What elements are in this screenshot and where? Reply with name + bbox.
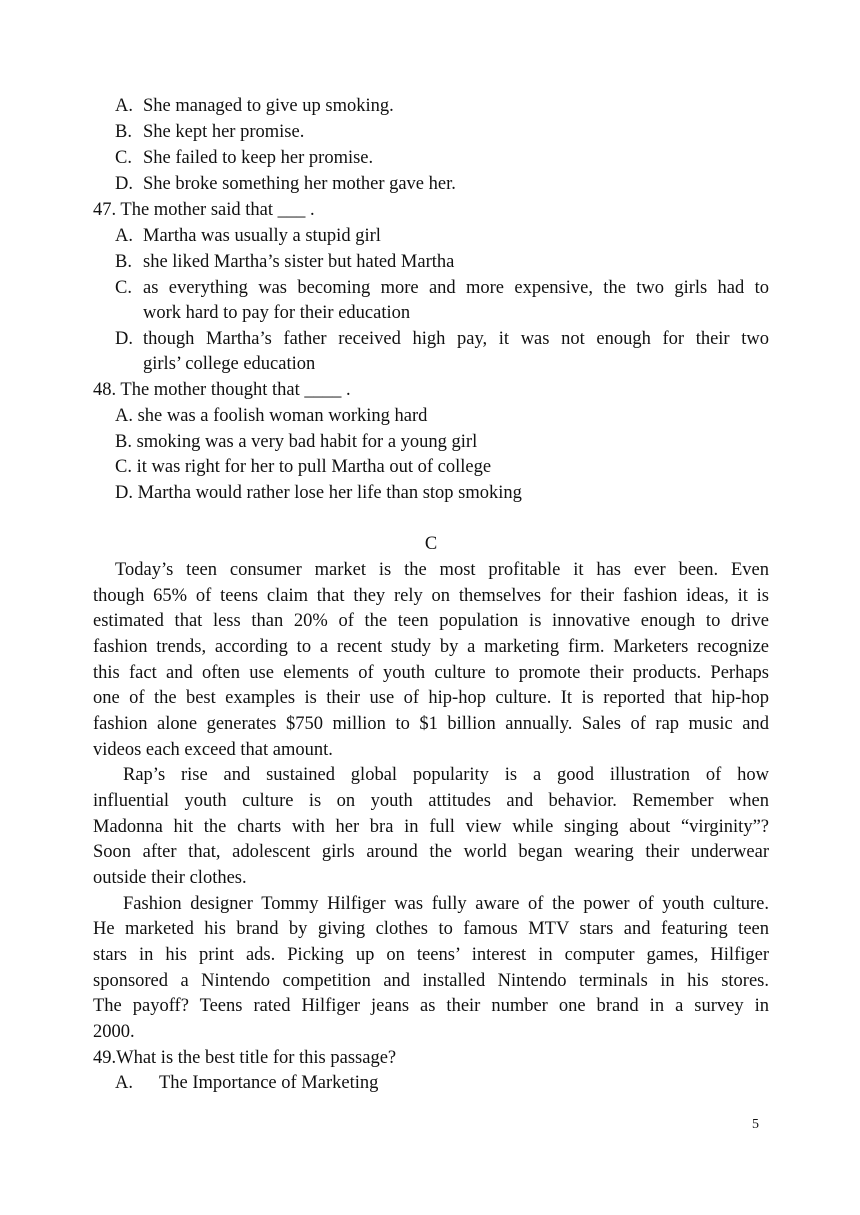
option-text: Martha was usually a stupid girl: [143, 226, 381, 246]
passage-p3-line: 2000.: [93, 1022, 135, 1042]
q47-option-d-line2: girls’ college education: [143, 354, 316, 374]
q48-option-b: B. smoking was a very bad habit for a young girl: [115, 432, 478, 452]
q49-option-a: [115, 1071, 769, 1097]
passage-p3-line: The payoff? Teens rated Hilfiger jeans as their number one brand in a survey in: [93, 996, 769, 1016]
passage-p3-line: stars in his print ads. Picking up on teens’ interest in computer games, Hilfiger: [93, 945, 769, 965]
passage-p1-line: estimated that less than 20% of the teen population is innovative enough to drive: [93, 611, 769, 631]
option-text: She kept her promise.: [143, 122, 305, 142]
option-letter: B.: [115, 122, 132, 142]
q49-stem: 49.What is the best title for this passage?: [93, 1048, 397, 1068]
q47-option-b: [115, 250, 769, 276]
option-letter: A.: [115, 226, 133, 246]
q47-option-c-line1: as everything was becoming more and more expensive, the two girls had to: [143, 278, 769, 298]
option-text: She broke something her mother gave her.: [143, 174, 456, 194]
option-letter: C.: [115, 148, 132, 168]
passage-p1-line: this fact and often use elements of youth culture to promote their products. Perhaps: [93, 663, 769, 683]
q48-option-d: D. Martha would rather lose her life than stop smoking: [115, 483, 522, 503]
passage-p1-line: Today’s teen consumer market is the most profitable it has ever been. Even: [115, 560, 769, 580]
q47-option-d-line1: though Martha’s father received high pay, it was not enough for their two: [143, 329, 769, 349]
passage-p3-line: He marketed his brand by giving clothes to famous MTV stars and featuring teen: [93, 919, 769, 939]
option-letter: A.: [115, 1073, 133, 1093]
option-letter: D.: [115, 329, 133, 349]
passage-p1-line: fashion trends, according to a recent study by a marketing firm. Marketers recognize: [93, 637, 769, 657]
passage-p2-line: Rap’s rise and sustained global popularity is a good illustration of how: [123, 765, 769, 785]
q46-option-a: [115, 94, 769, 120]
passage-p3-line: sponsored a Nintendo competition and installed Nintendo terminals in his stores.: [93, 971, 769, 991]
option-text: she liked Martha’s sister but hated Martha: [143, 252, 455, 272]
option-letter: C.: [115, 278, 132, 298]
passage-p1-line: fashion alone generates $750 million to $1 billion annually. Sales of rap music and: [93, 714, 769, 734]
option-letter: B.: [115, 252, 132, 272]
passage-p1-line: one of the best examples is their use of hip-hop culture. It is reported that hip-hop: [93, 688, 769, 708]
option-text: She managed to give up smoking.: [143, 96, 394, 116]
section-heading: C: [424, 534, 438, 554]
passage-p2-line: influential youth culture is on youth attitudes and behavior. Remember when: [93, 791, 769, 811]
q48-option-c: C. it was right for her to pull Martha out of college: [115, 457, 492, 477]
passage-p2-line: Soon after that, adolescent girls around the world began wearing their underwear: [93, 842, 769, 862]
passage-p2-line: outside their clothes.: [93, 868, 247, 888]
q46-option-c: [115, 146, 769, 172]
passage-p1-line: videos each exceed that amount.: [93, 740, 333, 760]
q47-stem: 47. The mother said that ___ .: [93, 200, 315, 220]
option-text: She failed to keep her promise.: [143, 148, 374, 168]
option-text: The Importance of Marketing: [159, 1073, 379, 1093]
option-letter: D.: [115, 174, 133, 194]
q46-option-b: [115, 120, 769, 146]
passage-p3-line: Fashion designer Tommy Hilfiger was fully aware of the power of youth culture.: [123, 894, 769, 914]
q48-option-a: A. she was a foolish woman working hard: [115, 406, 428, 426]
option-letter: A.: [115, 96, 133, 116]
passage-p2-line: Madonna hit the charts with her bra in full view while singing about “virginity”?: [93, 817, 769, 837]
q48-stem: 48. The mother thought that ____ .: [93, 380, 351, 400]
passage-p1-line: though 65% of teens claim that they rely on themselves for their fashion ideas, it is: [93, 586, 769, 606]
page-number: 5: [752, 1117, 759, 1132]
q47-option-a: [115, 224, 769, 250]
q46-option-d: [115, 172, 769, 198]
q47-option-c-line2: work hard to pay for their education: [143, 303, 411, 323]
